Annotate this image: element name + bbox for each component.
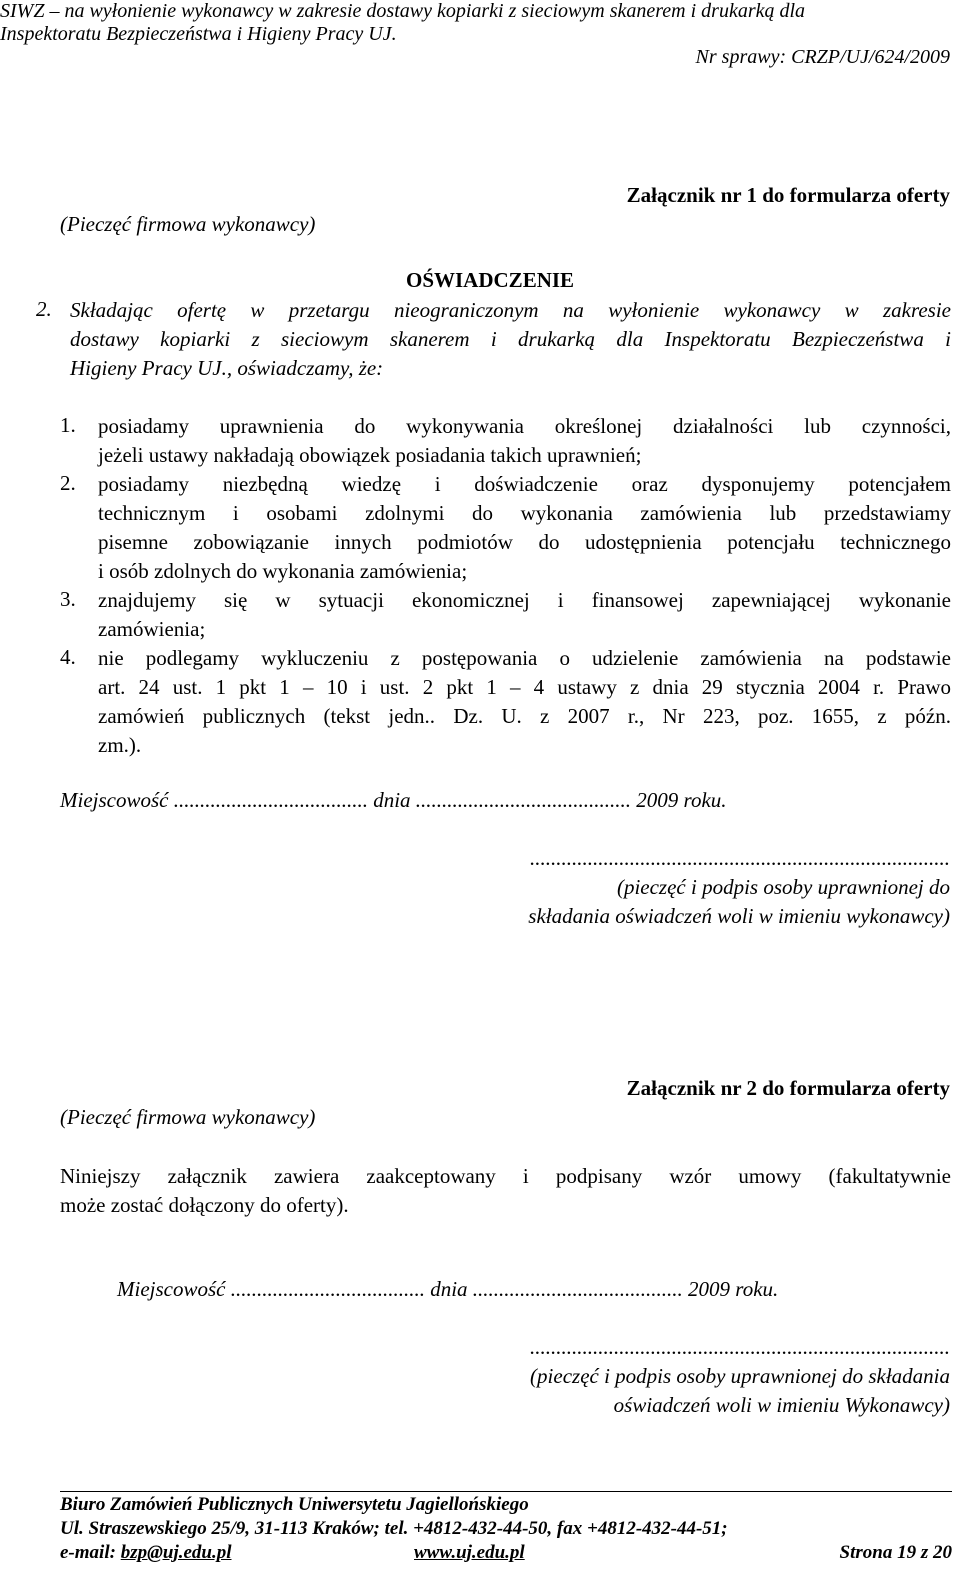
item-line: jeżeli ustawy nakładają obowiązek posiadania takich uprawnień;: [98, 443, 642, 467]
header-title-line1: SIWZ – na wyłonienie wykonawcy w zakresie dostawy kopiarki z sieciowym skanerem i drukarką dla: [0, 0, 806, 22]
annex1-signature-caption: (pieczęć i podpis osoby uprawnionej do: [616, 875, 950, 899]
footer-website-link[interactable]: www.uj.edu.pl: [414, 1542, 525, 1563]
item-number: 4.: [60, 645, 76, 669]
item-number: 1.: [60, 413, 76, 437]
intro-paragraph: [70, 296, 951, 383]
page-number: Strona 19 z 20: [839, 1542, 952, 1563]
footer-website-wrap: [414, 1542, 525, 1564]
annex1-signature-caption: składania oświadczeń woli w imieniu wykonawcy): [528, 904, 950, 928]
declaration-item: [98, 644, 951, 760]
footer-divider: [60, 1491, 952, 1492]
annex2-text: [60, 1162, 951, 1220]
annex2-signature-caption: oświadczeń woli w imieniu Wykonawcy): [613, 1393, 950, 1417]
footer-address: Ul. Straszewskiego 25/9, 31-113 Kraków; tel. +4812-432-44-50, fax +4812-432-44-51;: [60, 1518, 728, 1539]
declaration-item: [98, 470, 951, 586]
item-line: posiadamy niezbędną wiedzę i doświadczenie oraz dysponujemy potencjałem: [98, 472, 951, 496]
declaration-heading: OŚWIADCZENIE: [406, 268, 575, 292]
intro-number: 2.: [36, 297, 52, 321]
annex2-text-line: może zostać dołączony do oferty).: [60, 1193, 349, 1217]
intro-line: Higieny Pracy UJ., oświadczamy, że:: [70, 356, 384, 380]
item-line: zm.).: [98, 733, 142, 757]
declaration-item: [98, 586, 951, 644]
footer-email-label: e-mail:: [60, 1542, 116, 1563]
footer-email-block: [60, 1542, 232, 1564]
annex2-stamp-label: (Pieczęć firmowa wykonawcy): [60, 1105, 316, 1129]
annex2-signature-caption: (pieczęć i podpis osoby uprawnionej do składania: [530, 1364, 950, 1388]
annex1-place-date: Miejscowość ..................................... dnia ......................................... 2009 roku.: [60, 788, 727, 812]
item-number: 2.: [60, 471, 76, 495]
case-number: Nr sprawy: CRZP/UJ/624/2009: [695, 46, 950, 68]
item-line: znajdujemy się w sytuacji ekonomicznej i finansowej zapewniającej wykonanie: [98, 588, 951, 612]
footer-email-link[interactable]: bzp@uj.edu.pl: [120, 1542, 232, 1563]
annex1-signature-dots: ................................................................................: [530, 846, 950, 870]
annex2-signature-dots: ................................................................................: [530, 1335, 950, 1359]
item-number: 3.: [60, 587, 76, 611]
footer-organization: Biuro Zamówień Publicznych Uniwersytetu Jagiellońskiego: [60, 1494, 529, 1515]
annex2-text-line: Niniejszy załącznik zawiera zaakceptowany i podpisany wzór umowy (fakultatywnie: [60, 1164, 951, 1188]
annex1-stamp-label: (Pieczęć firmowa wykonawcy): [60, 212, 316, 236]
item-line: zamówień publicznych (tekst jedn.. Dz. U. z 2007 r., Nr 223, poz. 1655, z późn.: [98, 704, 951, 728]
item-line: nie podlegamy wykluczeniu z postępowania o udzielenie zamówienia na podstawie: [98, 646, 951, 670]
intro-line: dostawy kopiarki z sieciowym skanerem i drukarką dla Inspektoratu Bezpieczeństwa i: [70, 327, 951, 351]
annex2-title: Załącznik nr 2 do formularza oferty: [626, 1076, 950, 1100]
annex2-place-date: Miejscowość ..................................... dnia ........................................ 2009 roku.: [117, 1277, 779, 1301]
item-line: zamówienia;: [98, 617, 206, 641]
item-line: pisemne zobowiązanie innych podmiotów do udostępnienia potencjału technicznego: [98, 530, 951, 554]
intro-line: Składając ofertę w przetargu nieograniczonym na wyłonienie wykonawcy w zakresie: [70, 298, 951, 322]
item-line: art. 24 ust. 1 pkt 1 – 10 i ust. 2 pkt 1 – 4 ustawy z dnia 29 stycznia 2004 r. Prawo: [98, 675, 951, 699]
item-line: technicznym i osobami zdolnymi do wykonania zamówienia lub przedstawiamy: [98, 501, 951, 525]
item-line: i osób zdolnych do wykonania zamówienia;: [98, 559, 468, 583]
annex1-title: Załącznik nr 1 do formularza oferty: [626, 183, 950, 207]
header-title-line2: Inspektoratu Bezpieczeństwa i Higieny Pracy UJ.: [0, 23, 397, 45]
item-line: posiadamy uprawnienia do wykonywania określonej działalności lub czynności,: [98, 414, 951, 438]
declaration-item: [98, 412, 951, 470]
